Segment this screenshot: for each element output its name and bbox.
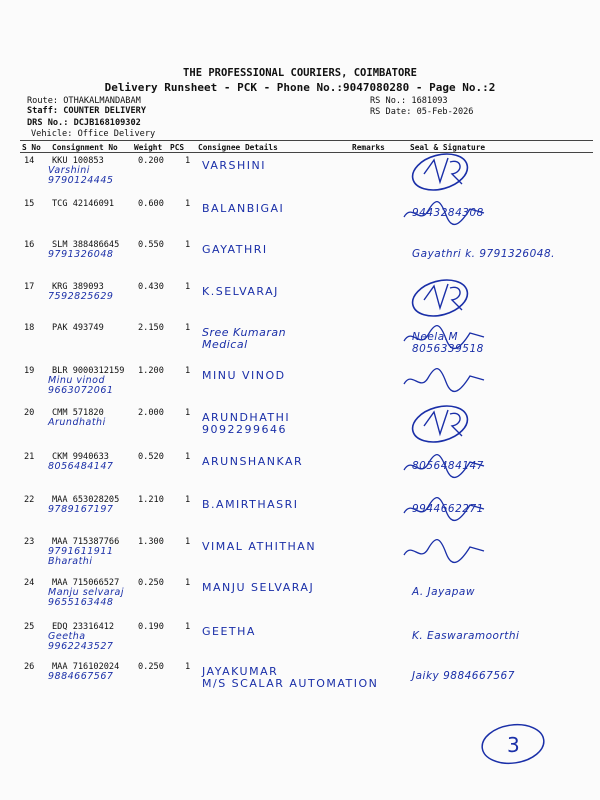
cell-weight: 0.190 — [138, 622, 164, 632]
table-row — [0, 156, 600, 196]
route-label: Route: OTHAKALMANDABAM — [27, 96, 141, 106]
receiver-handwritten-note: 9944662271 — [412, 503, 484, 515]
cell-pcs: 1 — [185, 662, 191, 672]
cell-weight: 0.550 — [138, 240, 164, 250]
cell-consignee-phone-handwritten: 9791611911 Bharathi — [48, 546, 114, 567]
cell-consignee-handwritten: GAYATHRI — [202, 243, 268, 256]
col-header-remarks: Remarks — [352, 143, 385, 152]
signature-scribble — [400, 195, 490, 237]
cell-pcs: 1 — [185, 366, 191, 376]
table-row — [0, 537, 600, 577]
col-header-sno: S No — [22, 143, 41, 152]
col-header-weight: Weight — [134, 143, 163, 152]
cell-pcs: 1 — [185, 323, 191, 333]
cell-weight: 1.300 — [138, 537, 164, 547]
cell-sno: 17 — [24, 282, 35, 292]
cell-weight: 0.250 — [138, 662, 164, 672]
cell-sno: 14 — [24, 156, 35, 166]
signature-scribble — [400, 448, 490, 490]
cell-sno: 24 — [24, 578, 35, 588]
cell-weight: 0.520 — [138, 452, 164, 462]
rs-number: RS No.: 1681093 — [370, 96, 448, 106]
table-row — [0, 366, 600, 406]
table-row — [0, 495, 600, 535]
seal-stamp — [400, 152, 490, 194]
table-row — [0, 240, 600, 280]
cell-weight: 0.600 — [138, 199, 164, 209]
table-row — [0, 452, 600, 492]
page-circle-mark — [478, 722, 548, 767]
cell-consignee-phone-handwritten: 7592825629 — [48, 291, 114, 302]
cell-pcs: 1 — [185, 495, 191, 505]
cell-pcs: 1 — [185, 452, 191, 462]
cell-consignee-phone-handwritten: 9884667567 — [48, 671, 114, 682]
staff-label: Staff: COUNTER DELIVERY — [27, 106, 146, 116]
cell-consignee-phone-handwritten: 8056484147 — [48, 461, 114, 472]
cell-sno: 21 — [24, 452, 35, 462]
col-header-signature: Seal & Signature — [410, 143, 486, 152]
seal-stamp — [400, 404, 490, 446]
cell-weight: 2.000 — [138, 408, 164, 418]
document-subtitle: Delivery Runsheet - PCK - Phone No.:9047080280 - Page No.:2 — [104, 81, 496, 94]
table-row — [0, 199, 600, 239]
cell-sno: 20 — [24, 408, 35, 418]
seal-stamp — [400, 278, 490, 320]
table-row — [0, 622, 600, 662]
receiver-handwritten-note: 8056484147 — [412, 460, 484, 472]
cell-consignment-no: CKM 9940633 — [52, 452, 109, 462]
cell-sno: 15 — [24, 199, 35, 209]
cell-consignee-phone-handwritten: Varshini 9790124445 — [48, 165, 114, 186]
cell-consignee-phone-handwritten: 9789167197 — [48, 504, 114, 515]
drs-number: DRS No.: DCJB168109302 — [27, 118, 141, 128]
cell-sno: 18 — [24, 323, 35, 333]
cell-consignment-no: PAK 493749 — [52, 323, 104, 333]
cell-consignee-handwritten: BALANBIGAI — [202, 202, 285, 215]
signature-scribble — [400, 491, 490, 533]
cell-pcs: 1 — [185, 156, 191, 166]
cell-pcs: 1 — [185, 578, 191, 588]
cell-weight: 0.200 — [138, 156, 164, 166]
receiver-handwritten-note: Gayathri k. 9791326048. — [412, 248, 555, 260]
receiver-handwritten-note: 9443284308 — [412, 207, 484, 219]
page-mark-text: 3 — [507, 733, 520, 757]
cell-consignee-phone-handwritten: Geetha 9962243527 — [48, 631, 114, 652]
cell-consignment-no: MAA 653028205 — [52, 495, 120, 505]
cell-consignee-handwritten: B.AMIRTHASRI — [202, 498, 299, 511]
signature-scribble — [400, 533, 490, 575]
cell-sno: 22 — [24, 495, 35, 505]
cell-consignee-handwritten: JAYAKUMAR M/S SCALAR AUTOMATION — [202, 665, 379, 690]
cell-consignment-no: MAA 715387766 — [52, 537, 120, 547]
cell-consignment-no: BLR 9000312159 — [52, 366, 125, 376]
document-title: THE PROFESSIONAL COURIERS, COIMBATORE — [183, 67, 417, 79]
table-top-rule — [20, 140, 593, 141]
col-header-consignment: Consignment No — [52, 143, 118, 152]
receiver-handwritten-note: Jaiky 9884667567 — [412, 670, 515, 682]
cell-consignment-no: CMM 571820 — [52, 408, 104, 418]
cell-pcs: 1 — [185, 537, 191, 547]
cell-consignee-handwritten: ARUNSHANKAR — [202, 455, 304, 468]
signature-scribble — [400, 319, 490, 361]
table-row — [0, 323, 600, 363]
cell-weight: 1.200 — [138, 366, 164, 376]
cell-consignee-phone-handwritten: Minu vinod 9663072061 — [48, 375, 114, 396]
cell-consignment-no: EDQ 23316412 — [52, 622, 115, 632]
cell-pcs: 1 — [185, 199, 191, 209]
table-row — [0, 282, 600, 322]
table-header-rule — [20, 152, 593, 153]
cell-consignee-handwritten: ARUNDHATHI 9092299646 — [202, 411, 291, 436]
col-header-consignee: Consignee Details — [198, 143, 278, 152]
cell-consignment-no: TCG 42146091 — [52, 199, 115, 209]
cell-pcs: 1 — [185, 240, 191, 250]
cell-consignment-no: KKU 100853 — [52, 156, 104, 166]
cell-consignee-handwritten: GEETHA — [202, 625, 256, 638]
receiver-handwritten-note: K. Easwaramoorthi — [412, 630, 520, 642]
rs-date: RS Date: 05-Feb-2026 — [370, 107, 474, 117]
cell-consignment-no: MAA 716102024 — [52, 662, 120, 672]
table-row — [0, 578, 600, 618]
signature-scribble — [400, 362, 490, 404]
cell-consignee-handwritten: VARSHINI — [202, 159, 266, 172]
cell-consignee-handwritten: VIMAL ATHITHAN — [202, 540, 317, 553]
cell-pcs: 1 — [185, 408, 191, 418]
cell-sno: 23 — [24, 537, 35, 547]
cell-pcs: 1 — [185, 282, 191, 292]
cell-weight: 0.430 — [138, 282, 164, 292]
receiver-handwritten-note: A. Jayapaw — [412, 586, 475, 598]
vehicle-label: Vehicle: Office Delivery — [31, 129, 156, 139]
cell-consignment-no: SLM 388486645 — [52, 240, 120, 250]
cell-consignee-phone-handwritten: Arundhathi — [48, 417, 106, 428]
receiver-handwritten-note: Neela.M 8056339518 — [412, 331, 484, 355]
cell-consignee-phone-handwritten: Manju selvaraj 9655163448 — [48, 587, 124, 608]
col-header-pcs: PCS — [170, 143, 185, 152]
cell-consignee-handwritten: K.SELVARAJ — [202, 285, 279, 298]
cell-sno: 25 — [24, 622, 35, 632]
cell-weight: 0.250 — [138, 578, 164, 588]
cell-sno: 19 — [24, 366, 35, 376]
cell-consignee-handwritten: MINU VINOD — [202, 369, 286, 382]
cell-consignment-no: KRG 389093 — [52, 282, 104, 292]
cell-consignee-handwritten: Sree Kumaran Medical — [202, 326, 287, 351]
cell-pcs: 1 — [185, 622, 191, 632]
cell-sno: 16 — [24, 240, 35, 250]
cell-weight: 2.150 — [138, 323, 164, 333]
cell-weight: 1.210 — [138, 495, 164, 505]
cell-consignment-no: MAA 715066527 — [52, 578, 120, 588]
cell-consignee-phone-handwritten: 9791326048 — [48, 249, 114, 260]
cell-sno: 26 — [24, 662, 35, 672]
cell-consignee-handwritten: MANJU SELVARAJ — [202, 581, 315, 594]
table-row — [0, 408, 600, 448]
table-row — [0, 662, 600, 702]
